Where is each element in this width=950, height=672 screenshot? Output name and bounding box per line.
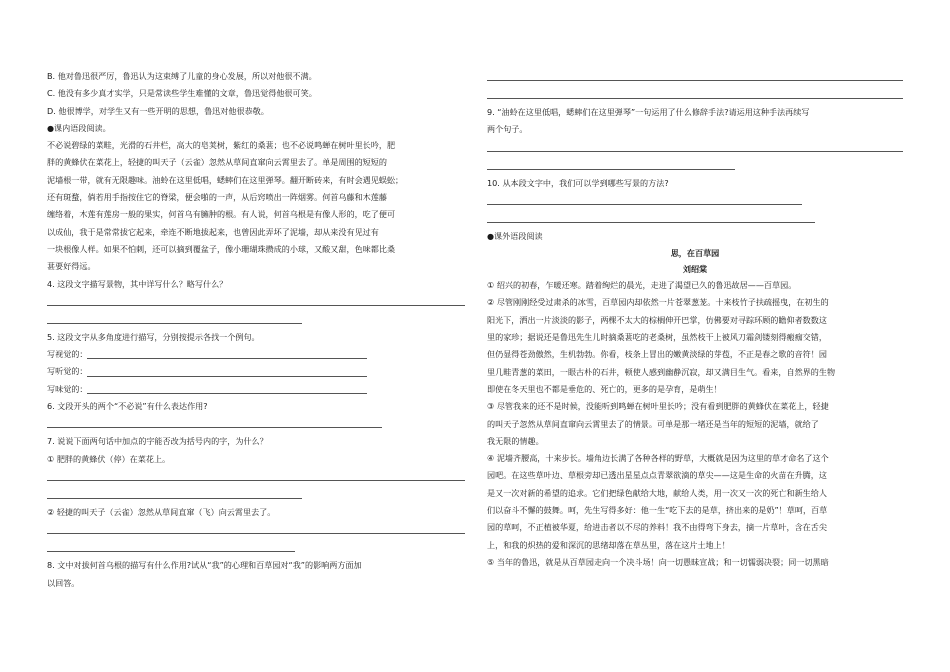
- article-line: 即使在冬天里也不都是垂危的、死亡的，更多的是孕育，是萌生！: [487, 383, 722, 394]
- answer-line[interactable]: [47, 539, 295, 552]
- option-b: B. 他对鲁迅很严厉，鲁迅认为这束缚了儿童的身心发展，所以对他很不满。: [47, 71, 317, 81]
- passage-line: 还有斑蝥，倘若用手指按住它的脊梁，便会啪的一声，从后窍喷出一阵烟雾。何首乌藤和木莲藤: [47, 192, 387, 203]
- question-9-cont: 两个句子。: [487, 124, 528, 135]
- article-line: 的叫天子忽然从草间直窜向云霄里去了的情景。可单是那一堵还是当年的短短的泥墙，就给了: [487, 418, 819, 429]
- answer-line[interactable]: [487, 68, 903, 81]
- answer-line[interactable]: [47, 486, 302, 499]
- answer-line[interactable]: [87, 364, 367, 377]
- passage-line: 葚要好得远。: [47, 261, 96, 272]
- article-line: 园的草呵，不正植被华夏，给进击者以不尽的养料！我不由得弯下身去，摘一片草叶，含在舌尖: [487, 522, 827, 533]
- passage-line: 不必说碧绿的菜畦，光滑的石井栏，高大的皂荚树，紫红的桑葚；也不必说鸣蝉在树叶里长吟，肥: [47, 140, 396, 151]
- article-line: ③ 尽管我来的还不是时候，没能听到鸣蝉在树叶里长吟；没有看到肥胖的黄蜂伏在菜花上，轻捷: [487, 401, 829, 412]
- passage-line: 胖的黄蜂伏在菜花上，轻捷的叫天子（云雀）忽然从草间直窜向云霄里去了。单是周围的短短的: [47, 157, 387, 168]
- question-7: 7. 说说下面两句话中加点的字能否改为括号内的字，为什么？: [47, 436, 268, 447]
- passage-line: 泥墙根一带，就有无限趣味。油蛉在这里低唱，蟋蟀们在这里弹琴。翻开断砖来，有时会遇见蜈蚣；: [47, 174, 404, 185]
- answer-line[interactable]: [487, 86, 903, 99]
- left-column: [47, 68, 467, 592]
- option-c: C. 他没有多少真才实学，只是常读些学生难懂的文章，鲁迅觉得他很可笑。: [47, 88, 317, 99]
- article-line: 上，和我的炽热的爱和深沉的思绪却落在草丛里，落在这片土地上！: [487, 539, 730, 550]
- answer-line[interactable]: [47, 468, 465, 481]
- question-9: 9. “油蛉在这里低唱，蟋蟀们在这里弹琴”一句运用了什么修辞手法?请运用这种手法再续写: [487, 107, 810, 117]
- passage-line: 一块根像人样。如果不怕刺，还可以摘到覆盆子，像小珊瑚珠攒成的小球，又酸又甜，色味都比桑: [47, 243, 396, 254]
- article-line: 里的家珍；据说还是鲁迅先生儿时摘桑葚吃的老桑树，虽然枝干上被风刀霜剑镂刻得瘢痂交错，: [487, 332, 827, 343]
- article-title: 思，在百草园: [670, 248, 720, 259]
- answer-line[interactable]: [47, 521, 465, 534]
- question-5: 5. 这段文字从多角度进行描写，分别按提示各找一个例句。: [47, 331, 260, 342]
- question-8: 8. 文中对拔何首乌根的描写有什么作用?试从“我”的心理和百草园对“我”的影响两方面加: [47, 560, 362, 571]
- answer-line[interactable]: [47, 415, 382, 428]
- question-7-item-2: ② 轻捷的叫天子（云雀）忽然从草间直窜（飞）向云霄里去了。: [47, 506, 276, 517]
- q5-hearing-row: [47, 363, 467, 380]
- article-line: 们以奋斗不懈的鼓舞。呵，先生写得多好：他一生“吃下去的是草，挤出来的是奶”！草呵，百草: [487, 505, 828, 516]
- article-line: 阳光下，洒出一片淡淡的影子，两棵不太大的棕榈伸开巴掌，仿佛要对寻踪环顾的瞻仰者数数这: [487, 314, 827, 325]
- answer-line[interactable]: [487, 210, 815, 223]
- answer-line[interactable]: [87, 346, 367, 359]
- article-line: ① 绍兴的初春，乍暖还寒。踏着绚烂的晨光，走进了渴望已久的鲁迅故居——百草园。: [487, 280, 797, 291]
- article-line: ④ 泥墙齐腰高，十来步长。墙角边长满了各种各样的野草，大概就是因为这里的草才命名了这个: [487, 453, 829, 464]
- answer-line[interactable]: [47, 311, 302, 324]
- article-author: 刘绍棠: [682, 264, 708, 275]
- article-line: 是又一次对新的希望的追求。它们把绿色献给大地，献给人类，用一次又一次的死亡和新生给人: [487, 487, 827, 498]
- question-7-item-1: ① 肥胖的黄蜂伏（停）在菜花上。: [47, 453, 171, 464]
- q5-visual-label: 写视觉的：: [47, 349, 88, 360]
- question-10: 10. 从本段文字中，我们可以学到哪些写景的方法?: [487, 177, 669, 188]
- q5-taste-label: 写味觉的：: [47, 383, 88, 394]
- q5-hearing-label: 写听觉的：: [47, 366, 88, 377]
- article-line: 园吧。在这些草叶边、草根旁却已透出星星点点青翠欲滴的草尖——这是生命的火苗在升腾，这: [487, 470, 827, 481]
- passage-line: 以成仙，我于是常常拔它起来，牵连不断地拔起来，也曾因此弄坏了泥墙，却从来没有见过有: [47, 226, 379, 237]
- answer-line[interactable]: [487, 139, 903, 152]
- article-line: ⑤ 当年的鲁迅，就是从百草园走向一个决斗场！向一切愚昧宣战；和一切懦弱决裂；同一切黑暗: [487, 556, 829, 567]
- answer-line[interactable]: [47, 293, 465, 306]
- q5-taste-row: [47, 381, 467, 398]
- article-line: 但仍显得苍劲傲然，生机勃勃。你看，枝条上冒出的嫩黄淡绿的芽苞，不正是春之歌的音符！园: [487, 349, 827, 360]
- question-8-cont: 以回答。: [47, 577, 80, 588]
- article-line: 我无限的情趣。: [487, 435, 544, 446]
- reading-passage: [47, 137, 467, 275]
- question-6: 6. 文段开头的两个“不必说”有什么表达作用?: [47, 401, 208, 412]
- article-body: [487, 277, 903, 571]
- answer-line[interactable]: [87, 381, 367, 394]
- section-heading-in-class: ●课内语段阅读。: [47, 122, 111, 133]
- right-column: [487, 68, 903, 571]
- option-d: D. 他很博学，对学生又有一些开明的思想，鲁迅对他很恭敬。: [47, 105, 269, 116]
- section-heading-extra: ●课外语段阅读: [487, 230, 543, 241]
- article-line: 里几畦青葱的菜田，一眼古朴的石井，顿使人感到幽静沉寂，却又满目生气。看来，自然界的生物: [487, 366, 836, 377]
- answer-line[interactable]: [487, 157, 735, 170]
- article-line: ② 尽管刚刚经受过肃杀的冰雪，百草园内却依然一片苍翠葱茏。十来枝竹子扶疏摇曳，在初生的: [487, 297, 829, 308]
- q5-visual-row: [47, 346, 467, 363]
- answer-line[interactable]: [487, 192, 802, 205]
- question-4: 4. 这段文字描写景物，其中详写什么？略写什么？: [47, 278, 228, 289]
- passage-line: 缠络着，木莲有莲房一般的果实，何首乌有臃肿的根。有人说，何首乌根是有像人形的，吃了便可: [47, 209, 396, 220]
